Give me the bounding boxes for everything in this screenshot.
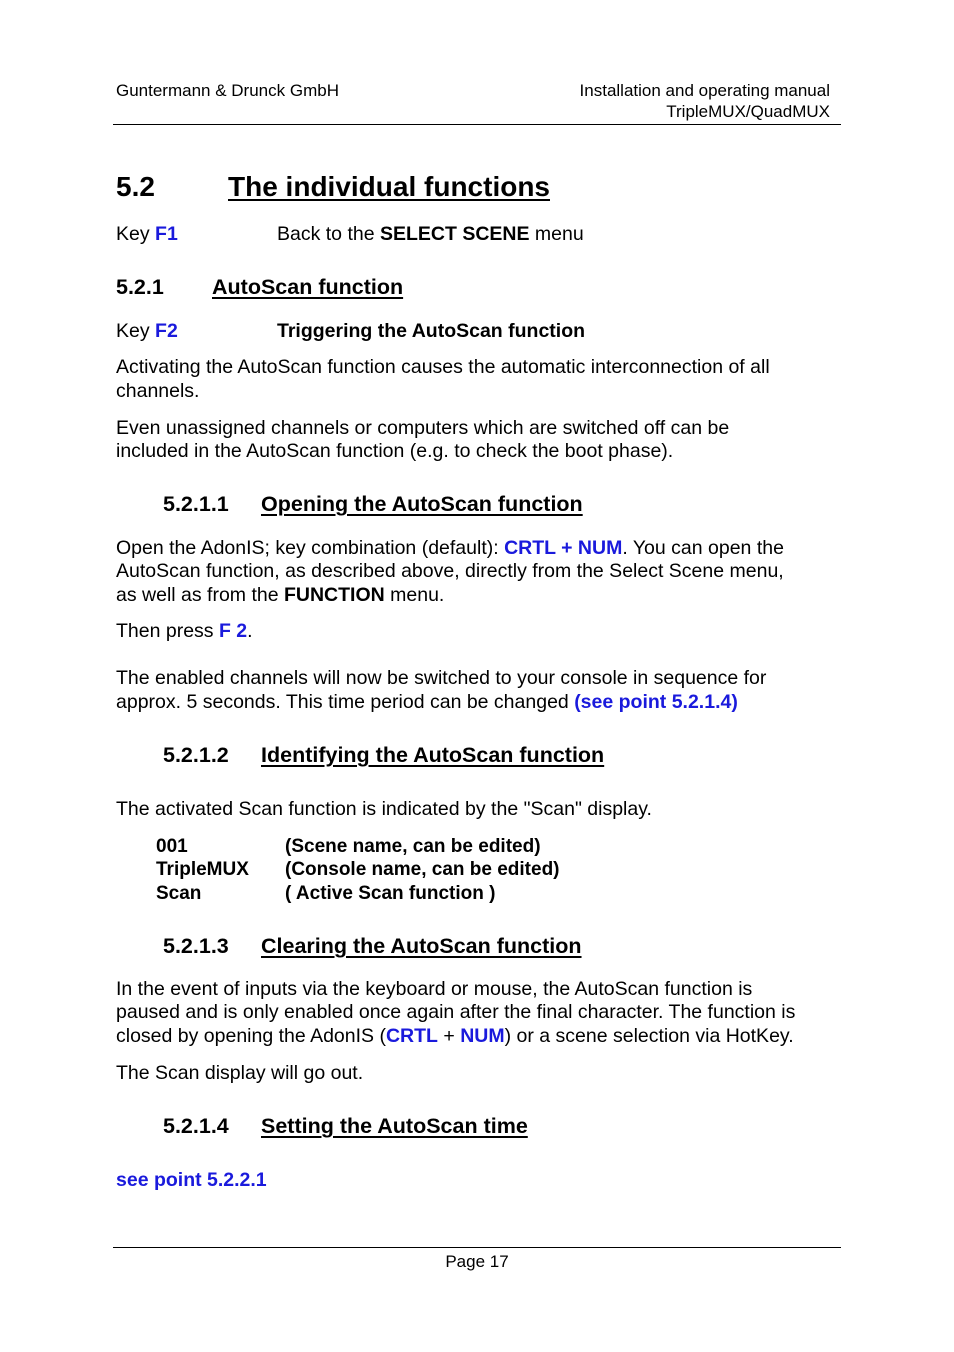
text: closed by opening the AdonIS (	[116, 1025, 386, 1047]
header-manual-title: Installation and operating manual	[579, 81, 830, 100]
key-f1-description	[277, 223, 584, 247]
header-rule	[113, 124, 841, 125]
paragraph-line: The activated Scan function is indicated by the "Scan" display.	[116, 798, 652, 820]
header-product-name: TripleMUX/QuadMUX	[666, 102, 830, 121]
paragraph-line	[116, 537, 784, 561]
paragraph-line	[116, 691, 738, 715]
text: as well as from the	[116, 584, 284, 606]
key-f2-description: Triggering the AutoScan function	[277, 320, 586, 342]
display-desc: ( Active Scan function )	[285, 883, 496, 904]
cross-reference-link[interactable]: see point 5.2.2.1	[116, 1169, 267, 1191]
paragraph-line: The Scan display will go out.	[116, 1062, 364, 1084]
display-key: TripleMUX	[156, 859, 249, 880]
desc-text-end: menu	[529, 223, 584, 245]
key-prefix: Key	[116, 223, 156, 245]
desc-menu-name: SELECT SCENE	[379, 223, 530, 245]
key-crtl: CRTL	[385, 1025, 438, 1047]
key-f2: F 2	[218, 620, 248, 642]
text: menu.	[384, 584, 445, 606]
subsubsection-number: 5.2.1.4	[163, 1114, 229, 1138]
text: .	[247, 620, 253, 642]
subsubsection-number: 5.2.1.3	[163, 934, 229, 958]
key-prefix: Key	[116, 320, 156, 342]
paragraph-line: The enabled channels will now be switched to your console in sequence for	[116, 667, 767, 689]
paragraph-line: paused and is only enabled once again after the final character. The function is	[116, 1001, 796, 1023]
subsubsection-title: Opening the AutoScan function	[261, 492, 583, 516]
cross-reference-link[interactable]: (see point 5.2.1.4)	[574, 691, 738, 713]
key-label	[116, 223, 178, 247]
desc-text: Back to the	[277, 223, 380, 245]
subsubsection-number: 5.2.1.2	[163, 743, 229, 767]
text: Open the AdonIS; key combination (default):	[116, 537, 505, 559]
subsubsection-title: Clearing the AutoScan function	[261, 934, 582, 958]
text: approx. 5 seconds. This time period can be changed	[116, 691, 575, 713]
display-desc: (Console name, can be edited)	[285, 859, 560, 880]
text: ) or a scene selection via HotKey.	[504, 1025, 794, 1047]
section-title: The individual functions	[228, 171, 550, 202]
key-num: NUM	[460, 1025, 505, 1047]
paragraph-line	[116, 584, 444, 608]
display-key: 001	[156, 836, 188, 857]
text: +	[437, 1025, 461, 1047]
paragraph-line	[116, 1025, 794, 1049]
paragraph-line: channels.	[116, 380, 200, 402]
subsubsection-number: 5.2.1.1	[163, 492, 229, 516]
text: Then press	[116, 620, 219, 642]
display-key: Scan	[156, 883, 202, 904]
paragraph-line	[116, 620, 253, 644]
key-f2: F2	[155, 320, 178, 342]
paragraph-line: AutoScan function, as described above, directly from the Select Scene menu,	[116, 560, 784, 582]
text: . You can open the	[622, 537, 784, 559]
page-number: Page 17	[445, 1252, 509, 1271]
subsubsection-title: Setting the AutoScan time	[261, 1114, 528, 1138]
subsubsection-title: Identifying the AutoScan function	[261, 743, 605, 767]
section-number: 5.2	[116, 171, 155, 202]
menu-name: FUNCTION	[283, 584, 385, 606]
paragraph-line: Activating the AutoScan function causes the automatic interconnection of all	[116, 356, 770, 378]
key-combination: CRTL + NUM	[504, 537, 623, 559]
display-desc: (Scene name, can be edited)	[285, 836, 541, 857]
header-company: Guntermann & Drunck GmbH	[116, 81, 339, 100]
footer-rule	[113, 1247, 841, 1248]
subsection-number: 5.2.1	[116, 275, 164, 299]
paragraph-line: In the event of inputs via the keyboard or mouse, the AutoScan function is	[116, 978, 753, 1000]
key-f1: F1	[155, 223, 178, 245]
key-label-f2	[116, 320, 178, 344]
paragraph-line: Even unassigned channels or computers which are switched off can be	[116, 417, 730, 439]
subsection-title: AutoScan function	[212, 275, 404, 299]
paragraph-line: included in the AutoScan function (e.g. to check the boot phase).	[116, 440, 674, 462]
